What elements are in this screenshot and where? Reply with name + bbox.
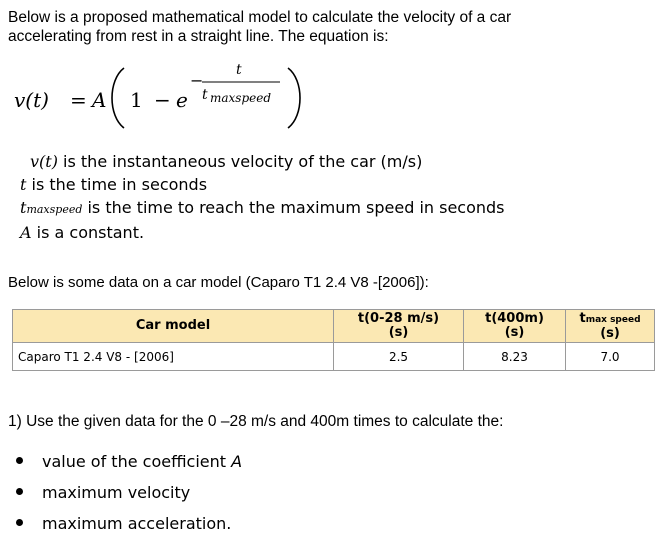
definition-symbol: t (20, 175, 27, 194)
eq-equals: = (70, 88, 87, 112)
eq-exp-sign: − (190, 71, 204, 90)
right-paren (288, 68, 300, 128)
list-item: maximum acceleration. (16, 508, 242, 539)
header-tmax: tmax speed (s) (566, 310, 655, 343)
eq-exp-denominator-sub: maxspeed (210, 91, 272, 105)
list-item: maximum velocity (16, 477, 242, 508)
definition-symbol: t (20, 198, 27, 217)
definition-text: is the time in seconds (26, 175, 208, 194)
table-header-row (13, 310, 655, 343)
definition-text: is the instantaneous velocity of the car (m/s) (57, 152, 423, 171)
left-paren (112, 68, 124, 128)
definition-item (20, 196, 505, 221)
intro-paragraph: Below is a proposed mathematical model to calculate the velocity of a car accelerating from rest in a straight line. The equation is: (8, 9, 512, 45)
list-item: value of the coefficient A (16, 446, 242, 477)
eq-lhs: v(t) (14, 88, 49, 112)
header-t400: t(400m) (s) (464, 310, 566, 343)
eq-one: 1 (130, 88, 143, 112)
definition-subscript: maxspeed (26, 203, 83, 216)
data-intro: Below is some data on a car model (Caparo T1 2.4 V8 -[2006]): (8, 274, 429, 291)
header-t28: t(0-28 m/s) (s) (334, 310, 464, 343)
bullet-icon (16, 457, 23, 464)
eq-minus: − (154, 88, 171, 112)
definition-item (20, 221, 505, 244)
cell-model: Caparo T1 2.4 V8 - [2006] (13, 343, 334, 371)
bullet-list (16, 446, 242, 539)
eq-exp-denominator: t (202, 87, 208, 103)
cell-t400: 8.23 (464, 343, 566, 371)
definition-text: is the time to reach the maximum speed in seconds (82, 198, 505, 217)
cell-t28: 2.5 (334, 343, 464, 371)
cell-tmax: 7.0 (566, 343, 655, 371)
definition-text: is a constant. (31, 223, 145, 242)
question-text: 1) Use the given data for the 0 –28 m/s and 400m times to calculate the: (8, 413, 504, 430)
eq-exp-numerator: t (236, 62, 242, 78)
definition-symbol: v(t) (30, 152, 58, 171)
eq-base: e (176, 88, 188, 112)
eq-coefficient: A (92, 88, 107, 112)
definition-item (20, 173, 505, 196)
header-car-model: Car model (13, 310, 334, 343)
definitions-list (20, 150, 505, 244)
car-data-table (12, 309, 655, 371)
bullet-icon (16, 519, 23, 526)
bullet-icon (16, 488, 23, 495)
definition-symbol: A (20, 223, 32, 242)
table-row (13, 343, 655, 371)
definition-item (20, 150, 505, 173)
velocity-equation (12, 60, 332, 130)
